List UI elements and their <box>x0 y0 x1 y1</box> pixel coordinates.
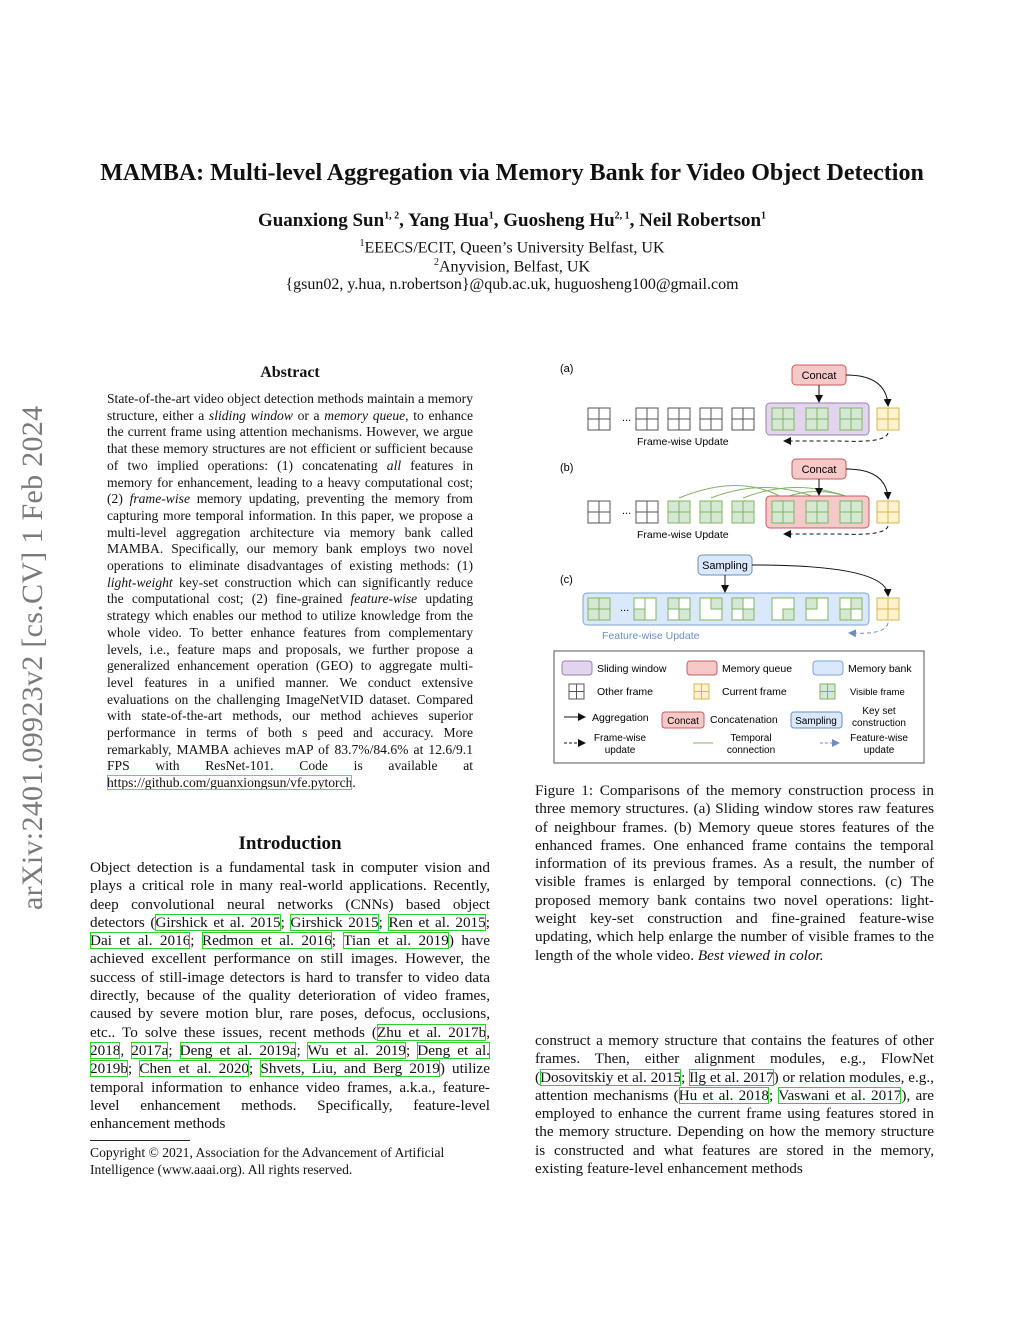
body-text: ; <box>681 1068 690 1086</box>
paper-title: MAMBA: Multi-level Aggregation via Memory Bank for Video Object Detection <box>100 160 924 186</box>
frame-wise-update-a: Frame-wise Update <box>637 436 729 448</box>
body-text: ; <box>485 913 490 931</box>
body-text: , <box>486 1023 490 1041</box>
legend-bank-swatch <box>813 661 843 675</box>
body-text: updating strategy which enables our method to utilize knowledge from the whole video. To better enhance features from complementary levels, i.e., feature maps and proposals, we further propose a generalized enhancement operation (GEO) to aggregate multi-level features in a unified manner. We conduct extensive evaluations on the challenging ImageNetVID dataset. Compared with state-of-the-art methods, our method achieves superior performance in terms of both s peed and accuracy. More remarkably, MAMBA achieves mAP of 83.7%/84.6% at 12.6/9.1 FPS with ResNet-101. Code is available at <box>107 591 473 774</box>
body-text: or a <box>292 407 325 423</box>
body-text: ; <box>769 1086 779 1104</box>
author-name: Guanxiong Sun <box>257 210 385 231</box>
body-text: key-set construction which can significantly reduce the computational cost; (2) fine-grained <box>107 574 473 607</box>
visible-frame-icon <box>668 501 690 523</box>
current-frame-icon <box>877 501 899 523</box>
abstract-body <box>107 391 473 792</box>
legend-queue-swatch <box>687 661 717 675</box>
emphasis-text: sliding window <box>208 407 293 423</box>
visible-frame-icon <box>840 501 862 523</box>
body-text: ; <box>249 1060 261 1078</box>
citation-link[interactable]: 2018 <box>90 1041 121 1059</box>
introduction-heading: Introduction <box>238 833 342 854</box>
panel-b-label: (b) <box>560 462 574 474</box>
emphasis-text: all <box>386 457 402 473</box>
body-text: memory updating, preventing the memory from capturing more temporal information. In this paper, we propose a multi-level aggregation architecture via memory bank called MAMBA. Specifically, our memory bank employs two novel operations to eliminate disadvantages of existing methods: (1) <box>107 491 473 574</box>
citation-link[interactable]: Chen et al. 2020 <box>139 1060 250 1078</box>
citation-link[interactable]: Wu et al. 2019 <box>307 1041 407 1059</box>
author-name: Neil Robertson <box>639 210 762 231</box>
concat-label-a: Concat <box>801 370 837 382</box>
author-affiliation-mark: 2, 1 <box>614 210 630 222</box>
body-text: construct a memory structure that contains the features of other frames. Then, either alignment modules, e.g., FlowNet ( <box>535 1032 934 1086</box>
figure-1-diagram <box>550 355 940 770</box>
body-text: ; <box>190 932 202 950</box>
author-separator: , <box>399 210 408 231</box>
author-affiliation-mark: 1 <box>488 210 494 222</box>
ellipsis-text: ... <box>622 412 632 424</box>
citation-link[interactable]: Deng et al. 2019b <box>90 1041 490 1078</box>
panel-c-label: (c) <box>560 574 573 586</box>
legend-row-2 <box>569 684 905 699</box>
legend-other-frame-icon <box>569 684 584 699</box>
ellipsis-text: ... <box>620 602 630 614</box>
body-text: ; <box>168 1041 180 1059</box>
body-text: ; <box>378 913 389 931</box>
author-affiliation-mark: 1 <box>761 210 767 222</box>
arxiv-identifier: arXiv:2401.09923v2 [cs.CV] 1 Feb 2024 <box>16 405 49 910</box>
other-frame-icon <box>668 408 690 430</box>
affiliation-1: $^1$EEECS/ECIT, Queen’s University Belfast, UK <box>359 238 665 257</box>
legend-fw-update-1: Frame-wise <box>593 733 647 744</box>
legend-visible-frame: Visible frame <box>850 687 905 698</box>
author-affiliation-mark: 1, 2 <box>384 210 400 222</box>
legend-featw-update-1: Feature-wise <box>850 733 908 744</box>
citation-link[interactable]: Girshick 2015 <box>290 913 379 931</box>
legend-temporal-1: Temporal <box>730 733 772 744</box>
visible-frame-icon <box>634 598 656 620</box>
legend-concat-badge: Concat <box>667 716 699 727</box>
author-name: Guosheng Hu <box>503 210 615 231</box>
visible-frame-icon <box>806 598 828 620</box>
legend-fw-update-2: update <box>604 745 636 756</box>
citation-link[interactable]: Vaswani et al. 2017 <box>778 1086 902 1104</box>
citation-link[interactable]: Tian et al. 2019 <box>343 932 449 950</box>
visible-frame-icon <box>772 501 794 523</box>
other-frame-icon <box>636 501 658 523</box>
legend-row-1 <box>562 661 912 675</box>
other-frame-icon <box>700 408 722 430</box>
visible-frame-icon <box>588 598 610 620</box>
citation-link[interactable]: Shvets, Liu, and Berg 2019 <box>260 1060 440 1078</box>
legend-current-frame-icon <box>694 684 709 699</box>
citation-link[interactable]: Dosovitskiy et al. 2015 <box>540 1068 682 1086</box>
body-text: State-of-the-art video object detection methods maintain a memory structure, either a <box>107 391 473 423</box>
author-emails: {gsun02, y.hua, n.robertson}@qub.ac.uk, huguosheng100@gmail.com <box>285 276 739 293</box>
citation-link[interactable]: Dai et al. 2016 <box>90 932 191 950</box>
legend-concatenation: Concatenation <box>710 714 778 726</box>
body-text: , to enhance the current frame using attention mechanisms. However, we argue that these memory structures are not efficient or sufficient because of two implied operations: (1) concatenating <box>107 407 473 473</box>
citation-link[interactable]: Ren et al. 2015 <box>388 913 486 931</box>
visible-frame-icon <box>806 501 828 523</box>
body-text: ) utilize temporal information to enhance video frames, a.k.a., feature-level enhancement methods. Specifically, feature-level enhancement methods <box>90 1060 490 1133</box>
frame-wise-update-b: Frame-wise Update <box>637 529 729 541</box>
other-frame-icon <box>636 408 658 430</box>
ellipsis-text: ... <box>622 505 632 517</box>
feature-wise-update-c: Feature-wise Update <box>602 630 700 642</box>
emphasis-text: frame-wise <box>129 491 190 507</box>
visible-frame-icon <box>772 598 794 620</box>
abstract-heading: Abstract <box>260 364 320 381</box>
legend-memory-queue: Memory queue <box>722 663 793 675</box>
legend-aggregation: Aggregation <box>592 712 649 724</box>
body-text: , <box>120 1041 132 1059</box>
legend-current-frame: Current frame <box>722 686 787 698</box>
visible-frame-icon <box>700 501 722 523</box>
affiliation-2: $^2$Anyvision, Belfast, UK <box>433 257 591 276</box>
body-text: features in memory for enhancement, leading to a heavy computational cost; (2) <box>107 457 473 507</box>
panel-c-frames <box>588 598 899 620</box>
panel-a-frames <box>588 403 899 435</box>
sampling-label: Sampling <box>702 560 748 572</box>
legend-temporal-2: connection <box>726 745 776 756</box>
other-frame-icon <box>732 408 754 430</box>
body-text: ), are employed to enhance the current frame using features stored in the memory structure. Depending on how the memory structure is constructed and what features are stored in the memory, existing feature-level enhancement methods <box>535 1086 934 1178</box>
current-frame-icon <box>877 598 899 620</box>
visible-frame-icon <box>806 408 828 430</box>
legend-key-set-1: Key set <box>862 706 896 717</box>
body-text: ; <box>280 913 291 931</box>
citation-link[interactable]: Hu et al. 2018 <box>678 1086 770 1104</box>
legend-visible-frame-icon <box>820 684 835 699</box>
visible-frame-icon <box>840 598 862 620</box>
citation-link[interactable]: Ilg et al. 2017 <box>689 1068 774 1086</box>
citation-link[interactable]: Zhu et al. 2017b <box>376 1023 487 1041</box>
emphasis-text: Best viewed in color. <box>697 946 824 964</box>
legend-sampling-badge: Sampling <box>795 716 837 727</box>
legend-memory-bank: Memory bank <box>848 663 912 675</box>
panel-a-label: (a) <box>560 363 574 375</box>
body-text: . <box>352 775 356 791</box>
body-text: ; <box>331 932 344 950</box>
concat-label-b: Concat <box>801 464 837 476</box>
citation-link[interactable]: 2017a <box>131 1041 169 1059</box>
body-text: Figure 1: Comparisons of the memory construction process in three memory structures. (a) Sliding window stores raw features of neighbour frames. (b) Memory queue stores features of the enhanced frames. One enhanced frame contains the temporal information of its previous frames. As a result, the number of visible frames is enlarged by temporal connections. (c) The proposed memory bank contains two novel operations: light-weight key-set construction and fine-grained feature-wise updating, which help enlarge the number of visible frames to the length of the whole video. <box>535 782 934 964</box>
body-text: Object detection is a fundamental task in computer vision and plays a critical role in many real-world applications. Recently, deep convolutional neural networks (CNNs) based object detectors ( <box>90 859 490 931</box>
author-separator: , <box>629 210 640 231</box>
emphasis-text: feature-wise <box>350 591 418 607</box>
visible-frame-icon <box>732 501 754 523</box>
emphasis-text: light-weight <box>107 574 173 590</box>
author-separator: , <box>493 210 504 231</box>
visible-frame-icon <box>772 408 794 430</box>
legend-sliding-swatch <box>562 661 592 675</box>
visible-frame-icon <box>840 408 862 430</box>
visible-frame-icon <box>732 598 754 620</box>
body-text: ; <box>296 1041 308 1059</box>
body-text: ; <box>127 1060 140 1078</box>
legend-sliding-window: Sliding window <box>597 663 667 675</box>
panel-b-frames <box>588 496 899 528</box>
citation-link[interactable]: Deng et al. 2019a <box>179 1041 297 1059</box>
legend-other-frame: Other frame <box>597 686 654 698</box>
other-frame-icon <box>588 501 610 523</box>
citation-link[interactable]: Girshick et al. 2015 <box>155 913 281 931</box>
body-text: ) or relation modules, e.g., attention mechanisms ( <box>535 1068 934 1104</box>
code-url-link[interactable]: https://github.com/guanxiongsun/vfe.pytorch <box>107 775 353 791</box>
body-text: ; <box>406 1041 418 1059</box>
current-frame-icon <box>877 408 899 430</box>
introduction-body <box>90 859 490 1133</box>
right-column-body <box>535 1032 934 1178</box>
emphasis-text: memory queue <box>324 407 406 423</box>
legend-featw-update-2: update <box>863 745 895 756</box>
visible-frame-icon <box>668 598 690 620</box>
footnote-rule <box>90 1140 190 1141</box>
visible-frame-icon <box>700 598 722 620</box>
citation-link[interactable]: Redmon et al. 2016 <box>201 932 332 950</box>
author-list <box>0 210 1024 232</box>
legend-key-set-2: construction <box>852 718 906 729</box>
author-name: Yang Hua <box>407 210 489 231</box>
figure-1-caption <box>535 782 934 965</box>
body-text: ) have achieved excellent performance on still images. However, the success of still-image detectors is hard to transfer to video data directly, because of the quality deterioration of video frames, caused by severe motion blur, rare poses, defocus, occlusions, etc.. To solve these issues, recent methods ( <box>90 932 490 1041</box>
copyright-notice: Copyright © 2021, Association for the Advancement of Artificial Intelligence (www.aaai.org). All rights reserved. <box>90 1145 445 1177</box>
other-frame-icon <box>588 408 610 430</box>
